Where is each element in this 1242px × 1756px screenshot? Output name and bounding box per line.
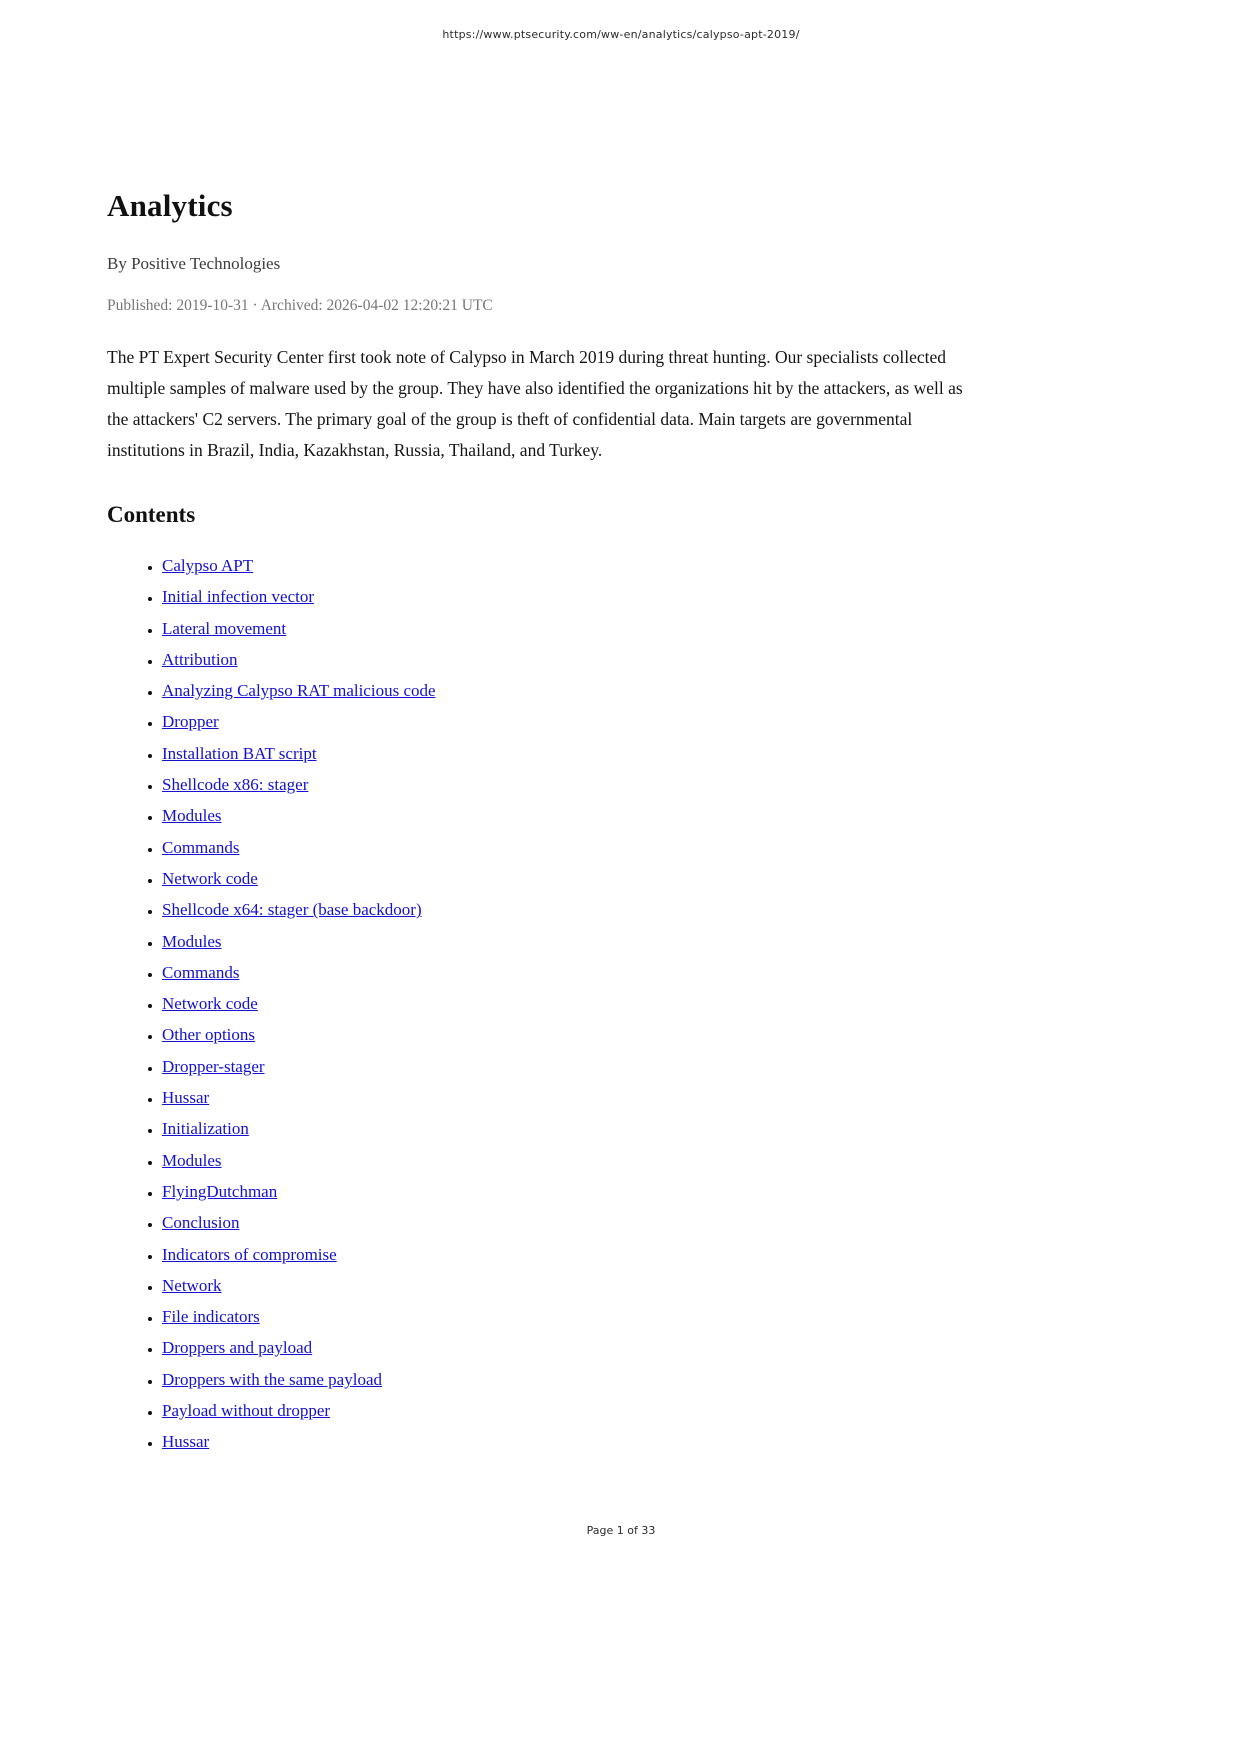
toc-item — [162, 800, 987, 831]
toc-link-other-options[interactable]: Other options — [162, 1025, 256, 1045]
toc-item — [162, 550, 987, 581]
byline: By Positive Technologies — [107, 254, 281, 273]
toc-link-shellcode-x86-stager[interactable]: Shellcode x86: stager — [162, 775, 309, 795]
toc-link-network-code-2[interactable]: Network code — [162, 994, 258, 1014]
toc-item — [162, 988, 987, 1019]
toc-link-conclusion[interactable]: Conclusion — [162, 1213, 240, 1233]
toc-link-hussar-2[interactable]: Hussar — [162, 1432, 210, 1452]
toc-item — [162, 1364, 987, 1395]
contents-heading: Contents — [107, 502, 196, 527]
toc-link-payload-without-dropper[interactable]: Payload without dropper — [162, 1401, 331, 1421]
toc-link-dropper-stager[interactable]: Dropper-stager — [162, 1056, 265, 1076]
toc-link-network[interactable]: Network — [162, 1275, 222, 1295]
toc-item — [162, 1176, 987, 1207]
toc-link-droppers-same-payload[interactable]: Droppers with the same payload — [162, 1369, 382, 1389]
toc-item — [162, 706, 987, 737]
toc-item — [162, 1426, 987, 1457]
published-archived-meta: Published: 2019-10-31 · Archived: 2026-04-02 12:20:21 UTC — [107, 297, 493, 314]
toc-item — [162, 581, 987, 612]
page-title: Analytics — [107, 188, 233, 223]
toc-item — [162, 675, 987, 706]
toc-link-modules-1[interactable]: Modules — [162, 806, 222, 826]
toc-link-installation-bat-script[interactable]: Installation BAT script — [162, 743, 317, 763]
toc-item — [162, 1019, 987, 1050]
toc-item — [162, 926, 987, 957]
toc-item — [162, 1082, 987, 1113]
toc-item — [162, 863, 987, 894]
toc-item — [162, 1395, 987, 1426]
toc-item — [162, 1239, 987, 1270]
page-number: Page 1 of 33 — [586, 1524, 656, 1537]
toc-link-droppers-and-payload[interactable]: Droppers and payload — [162, 1338, 313, 1358]
table-of-contents — [107, 550, 987, 1458]
toc-item — [162, 644, 987, 675]
toc-link-commands-1[interactable]: Commands — [162, 837, 240, 857]
toc-item — [162, 832, 987, 863]
article-content — [107, 0, 987, 1458]
toc-link-shellcode-x64-stager[interactable]: Shellcode x64: stager (base backdoor) — [162, 900, 422, 920]
toc-link-file-indicators[interactable]: File indicators — [162, 1307, 260, 1327]
toc-link-indicators-of-compromise[interactable]: Indicators of compromise — [162, 1244, 337, 1264]
toc-item — [162, 957, 987, 988]
toc-link-dropper[interactable]: Dropper — [162, 712, 219, 732]
toc-item — [162, 894, 987, 925]
toc-item — [162, 1145, 987, 1176]
toc-link-modules-2[interactable]: Modules — [162, 931, 222, 951]
toc-link-flyingdutchman[interactable]: FlyingDutchman — [162, 1181, 278, 1201]
toc-item — [162, 1301, 987, 1332]
toc-link-hussar-1[interactable]: Hussar — [162, 1088, 210, 1108]
toc-item — [162, 1051, 987, 1082]
toc-link-initialization[interactable]: Initialization — [162, 1119, 249, 1139]
toc-item — [162, 1332, 987, 1363]
page-url: https://www.ptsecurity.com/ww-en/analytics/calypso-apt-2019/ — [442, 28, 800, 41]
toc-link-lateral-movement[interactable]: Lateral movement — [162, 618, 287, 638]
toc-link-commands-2[interactable]: Commands — [162, 962, 240, 982]
toc-link-initial-infection-vector[interactable]: Initial infection vector — [162, 587, 314, 607]
toc-item — [162, 1207, 987, 1238]
toc-item — [162, 769, 987, 800]
toc-link-calypso-apt[interactable]: Calypso APT — [162, 556, 254, 575]
toc-item — [162, 738, 987, 769]
toc-item — [162, 1113, 987, 1144]
toc-link-modules-3[interactable]: Modules — [162, 1150, 222, 1170]
toc-item — [162, 613, 987, 644]
toc-link-network-code-1[interactable]: Network code — [162, 868, 258, 888]
toc-link-attribution[interactable]: Attribution — [162, 649, 238, 669]
intro-paragraph: The PT Expert Security Center first took note of Calypso in March 2019 during threat hunting. Our specialists collected multiple samples of malware used by the group. They have also identified the organizations hit by the attackers, as well as the attackers' C2 servers. The primary goal of the group is theft of confidential data. Main targets are governmental institutions in Brazil, India, Kazakhstan, Russia, Thailand, and Turkey. — [107, 347, 963, 460]
toc-item — [162, 1270, 987, 1301]
toc-link-analyzing-calypso-rat[interactable]: Analyzing Calypso RAT malicious code — [162, 681, 436, 701]
